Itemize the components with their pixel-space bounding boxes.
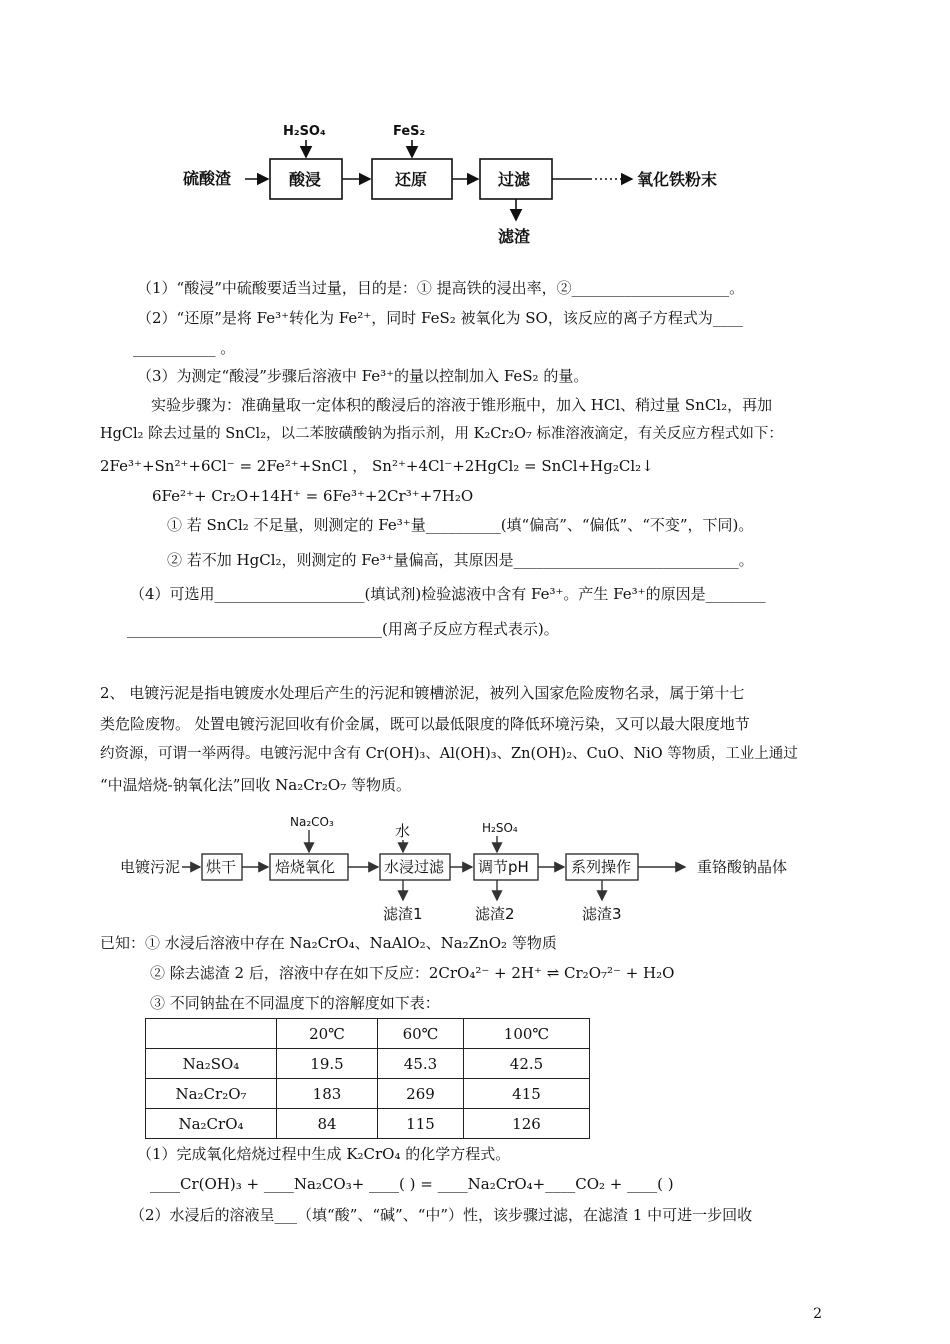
q2-line-1: 2、 电镀污泥是指电镀废水处理后产生的污泥和镀槽淤泥，被列入国家危险废物名录，属于第十七 [100,684,745,702]
diagram1-product: 氧化铁粉末 [637,170,718,189]
diagram2-step2: 焙烧氧化 [275,858,336,876]
table-cell: Na₂Cr₂O₇ [146,1079,277,1109]
q1-line-11: （4）可选用____________________(填试剂)检验滤液中含有 Fe³⁺。产生 Fe³⁺的原因是________ [130,585,766,603]
table-header-row [146,1019,590,1049]
diagram2-product: 重铬酸钠晶体 [697,858,788,876]
diagram2-waste3: 滤渣3 [582,905,622,923]
diagram2-step4: 调节pH [478,858,529,876]
table-cell: 415 [464,1079,590,1109]
table-cell [146,1019,277,1049]
diagram2-waste2: 滤渣2 [475,905,515,923]
q1-line-3: ___________ 。 [133,339,236,357]
flow-diagram-1 [180,115,780,250]
table-cell: 269 [378,1079,464,1109]
table-cell: 84 [277,1109,378,1139]
q1-line-4: （3）为测定“酸浸”步骤后溶液中 Fe³⁺的量以控制加入 FeS₂ 的量。 [137,367,589,385]
page-number: 2 [813,1306,822,1322]
diagram1-step3: 过滤 [498,170,531,189]
flow-diagram-2 [120,810,800,930]
sub-line-3: （2）水浸后的溶液呈___（填“酸”、“碱”、“中”）性，该步骤过滤，在滤渣 1 中可进一步回收 [130,1206,753,1224]
known-line-2: ② 除去滤渣 2 后，溶液中存在如下反应：2CrO₄²⁻ + 2H⁺ ⇌ Cr₂O₇²⁻ + H₂O [150,964,675,982]
diagram1-input: 硫酸渣 [183,169,232,188]
known-line-3: ③ 不同钠盐在不同温度下的溶解度如下表： [150,994,440,1012]
q2-line-2: 类危险废物。 处置电镀污泥回收有价金属，既可以最低限度的降低环境污染，又可以最大限度地节 [100,715,750,733]
table-cell: 115 [378,1109,464,1139]
diagram2-step3: 水浸过滤 [384,858,445,876]
diagram2-input: 电镀污泥 [120,858,181,876]
q1-line-9: ① 若 SnCl₂ 不足量，则测定的 Fe³⁺量__________(填“偏高”、“偏低”、“不变”，下同)。 [167,516,754,534]
diagram1-reagent1: H₂SO₄ [283,124,326,139]
table-cell: Na₂SO₄ [146,1049,277,1079]
q1-line-1: （1）“酸浸”中硫酸要适当过量，目的是：① 提高铁的浸出率，②_____________________。 [137,279,745,297]
table-cell: 42.5 [464,1049,590,1079]
diagram2-waste1: 滤渣1 [383,905,423,923]
q1-line-5: 实验步骤为：准确量取一定体积的酸浸后的溶液于锥形瓶中，加入 HCl、稍过量 SnCl₂，再加 [151,396,773,414]
diagram2-reagent3: H₂SO₄ [482,821,518,835]
table-row [146,1109,590,1139]
diagram2-step1: 烘干 [206,858,237,876]
q1-line-10: ② 若不加 HgCl₂，则测定的 Fe³⁺量偏高，其原因是______________________________。 [167,551,754,569]
solubility-table [145,1018,590,1139]
sub-line-2: ____Cr(OH)₃ + ____Na₂CO₃+ ____( ) = ____Na₂CrO₄+____CO₂ + ____( ) [150,1175,674,1193]
sub-line-1: （1）完成氧化焙烧过程中生成 K₂CrO₄ 的化学方程式。 [137,1145,511,1163]
table-cell: 45.3 [378,1049,464,1079]
diagram1-waste: 滤渣 [498,227,531,246]
table-cell: 100℃ [464,1019,590,1049]
table-cell: 126 [464,1109,590,1139]
table-cell: 20℃ [277,1019,378,1049]
q1-line-6: HgCl₂ 除去过量的 SnCl₂，以二苯胺磺酸钠为指示剂，用 K₂Cr₂O₇ 标准溶液滴定，有关反应方程式如下： [100,426,783,442]
table-row [146,1079,590,1109]
diagram1-reagent2: FeS₂ [393,124,426,139]
q2-line-3: 约资源，可谓一举两得。电镀污泥中含有 Cr(OH)₃、Al(OH)₃、Zn(OH)₂、CuO、NiO 等物质，工业上通过 [100,746,798,762]
diagram2-reagent2: 水 [395,822,411,840]
diagram1-step2: 还原 [395,170,428,189]
diagram2-step5: 系列操作 [571,858,632,876]
table-cell: 183 [277,1079,378,1109]
q2-line-4: “中温焙烧-钠氧化法”回收 Na₂Cr₂O₇ 等物质。 [100,776,411,794]
diagram1-step1: 酸浸 [289,170,322,189]
q1-line-7: 2Fe³⁺+Sn²⁺+6Cl⁻ = 2Fe²⁺+SnCl ， Sn²⁺+4Cl⁻+2HgCl₂ = SnCl+Hg₂Cl₂↓ [100,457,654,475]
table-cell: 60℃ [378,1019,464,1049]
q1-line-12: __________________________________(用离子反应方程式表示)。 [127,620,559,638]
q1-line-2: （2）“还原”是将 Fe³⁺转化为 Fe²⁺，同时 FeS₂ 被氧化为 SO，该反应的离子方程式为____ [137,309,743,327]
table-cell: Na₂CrO₄ [146,1109,277,1139]
table-row [146,1049,590,1079]
known-line-1: 已知：① 水浸后溶液中存在 Na₂CrO₄、NaAlO₂、Na₂ZnO₂ 等物质 [100,934,557,952]
diagram2-reagent1: Na₂CO₃ [290,815,334,829]
q1-line-8: 6Fe²⁺+ Cr₂O+14H⁺ = 6Fe³⁺+2Cr³⁺+7H₂O [152,487,474,505]
table-cell: 19.5 [277,1049,378,1079]
